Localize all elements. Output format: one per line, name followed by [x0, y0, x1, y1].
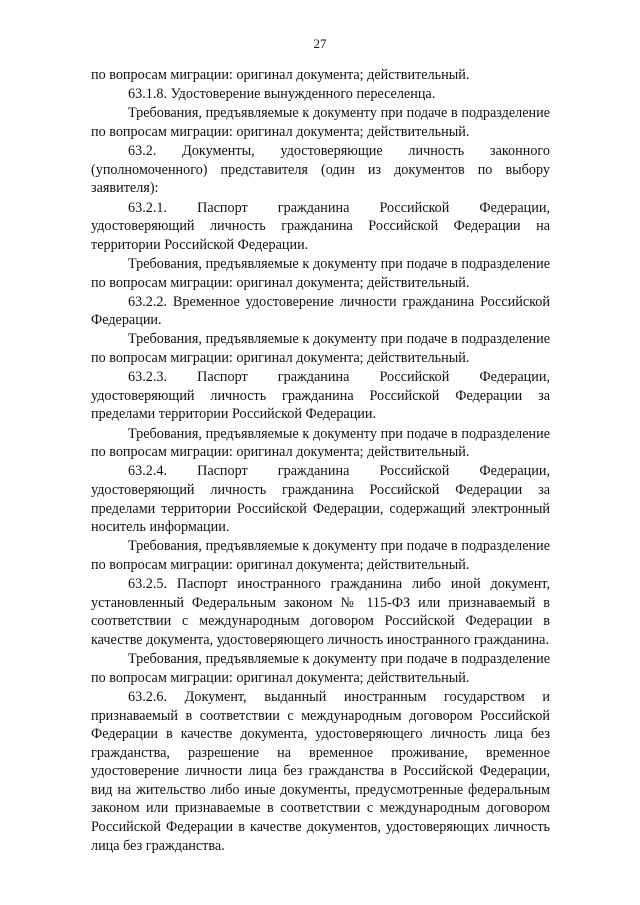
paragraph-63-2-4: 63.2.4. Паспорт гражданина Российской Федерации, удостоверяющий личность гражданина Российской Федерации за пределами территории Российской Федерации, содержащий электронный носитель информации.	[91, 463, 550, 536]
paragraph-requirements: Требования, предъявляемые к документу при подаче в подразделение по вопросам миграции: оригинал документа; действительный.	[91, 538, 550, 573]
paragraph-63-2-1: 63.2.1. Паспорт гражданина Российской Федерации, удостоверяющий личность гражданина Российской Федерации на территории Российской Федерации.	[91, 199, 550, 253]
paragraph-63-2-2: 63.2.2. Временное удостоверение личности гражданина Российской Федерации.	[91, 293, 550, 329]
paragraph-requirements: Требования, предъявляемые к документу при подаче в подразделение по вопросам миграции: оригинал документа; действительный.	[91, 255, 550, 291]
paragraph-requirements: Требования, предъявляемые к документу при подаче в подразделение по вопросам миграции: оригинал документа; действительный.	[91, 105, 550, 140]
paragraph-requirements: Требования, предъявляемые к документу при подаче в подразделение по вопросам миграции: оригинал документа; действительный.	[91, 425, 550, 461]
paragraph-continuation: по вопросам миграции: оригинал документа; действительный.	[91, 67, 470, 83]
paragraph-63-2-5: 63.2.5. Паспорт иностранного гражданина либо иной документ, установленный Федеральным законом № 115-ФЗ или признаваемый в соответствии с международным договором Российской Федерации в качестве документа, удостоверяющего личность иностранного гражданина.	[91, 576, 550, 648]
paragraph-63-1-8: 63.1.8. Удостоверение вынужденного переселенца.	[128, 86, 436, 103]
paragraph-63-2-3: 63.2.3. Паспорт гражданина Российской Федерации, удостоверяющий личность гражданина Российской Федерации за пределами территории Российской Федерации.	[91, 369, 550, 423]
paragraph-requirements: Требования, предъявляемые к документу при подаче в подразделение по вопросам миграции: оригинал документа; действительный.	[91, 651, 550, 686]
paragraph-requirements: Требования, предъявляемые к документу при подаче в подразделение по вопросам миграции: оригинал документа; действительный.	[91, 331, 550, 367]
paragraph-63-2: 63.2. Документы, удостоверяющие личность законного (уполномоченного) представителя (один из документов по выбору заявителя):	[91, 143, 550, 197]
document-body	[91, 66, 550, 855]
page-number: 27	[313, 36, 327, 51]
paragraph-63-2-6: 63.2.6. Документ, выданный иностранным государством и признаваемый в соответствии с международным договором Российской Федерации в качестве документа, удостоверяющего личность лица без гражданства, разрешение на временное проживание, временное удостоверение личности лица без гражданства в Российской Федерации, вид на жительство либо иные документы, предусмотренные федеральным законом или признаваемые в соответствии с международным договором Российской Федерации в качестве документов, удостоверяющих личность лица без гражданства.	[91, 688, 550, 854]
